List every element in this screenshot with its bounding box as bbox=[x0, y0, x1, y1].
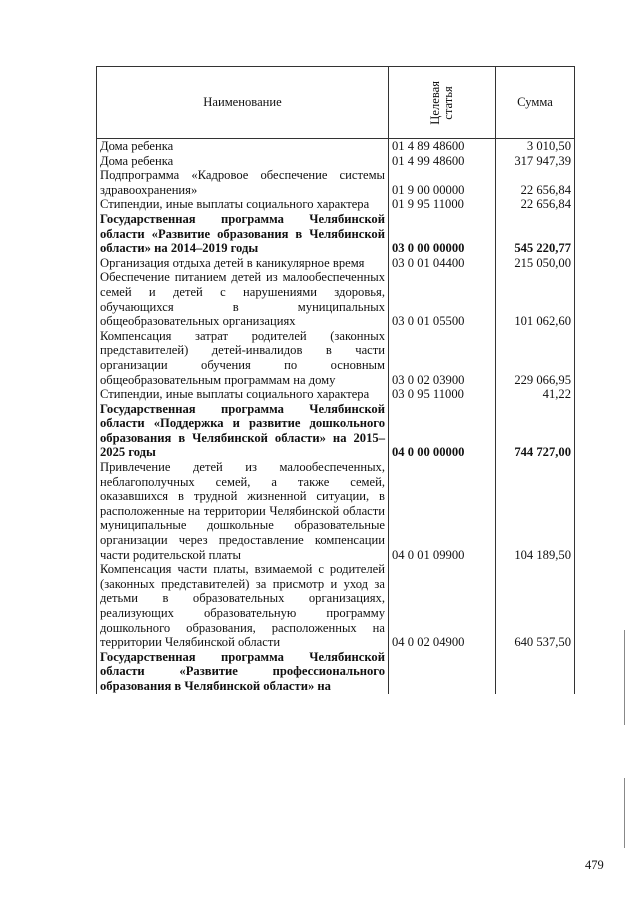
margin-mark bbox=[624, 630, 625, 725]
budget-table bbox=[96, 66, 575, 694]
table-row bbox=[97, 270, 575, 328]
row-code: 03 0 02 03900 bbox=[389, 329, 496, 387]
row-sum: 22 656,84 bbox=[496, 168, 575, 197]
table-row bbox=[97, 139, 575, 154]
row-code: 03 0 01 05500 bbox=[389, 270, 496, 328]
row-name: Организация отдыха детей в каникулярное время bbox=[97, 256, 389, 271]
margin-mark bbox=[624, 778, 625, 848]
page-number: 479 bbox=[585, 858, 604, 872]
row-name: Стипендии, иные выплаты социального характера bbox=[97, 387, 389, 402]
row-code: 01 4 99 48600 bbox=[389, 154, 496, 169]
row-name: Компенсация части платы, взимаемой с родителей (законных представителей) за присмотр и уход за детьми в образовательных организациях, реализующих образовательную программу дошкольного образования, расположенных на территории Челябинской области bbox=[97, 562, 389, 650]
row-sum bbox=[496, 650, 575, 694]
row-name: Привлечение детей из малообеспеченных, неблагополучных семей, а также семей, оказавшихся в трудной жизненной ситуации, в расположенные на территории Челябинской области муниципальные дошкольные образовательные организации через предоставление компенсации части родительской платы bbox=[97, 460, 389, 562]
row-name: Дома ребенка bbox=[97, 139, 389, 154]
row-code: 04 0 01 09900 bbox=[389, 460, 496, 562]
row-sum: 3 010,50 bbox=[496, 139, 575, 154]
row-name: Государственная программа Челябинской области «Поддержка и развитие дошкольного образования в Челябинской области» на 2015–2025 годы bbox=[97, 402, 389, 460]
row-code: 03 0 01 04400 bbox=[389, 256, 496, 271]
row-name: Компенсация затрат родителей (законных представителей) детей-инвалидов в части организации обучения по основным общеобразовательным программам на дому bbox=[97, 329, 389, 387]
row-sum: 215 050,00 bbox=[496, 256, 575, 271]
row-code: 01 9 95 11000 bbox=[389, 197, 496, 212]
row-sum: 41,22 bbox=[496, 387, 575, 402]
row-code: 01 9 00 00000 bbox=[389, 168, 496, 197]
table-row bbox=[97, 154, 575, 169]
header-name: Наименование bbox=[97, 67, 389, 139]
table-row bbox=[97, 197, 575, 212]
table-row bbox=[97, 562, 575, 650]
row-name: Государственная программа Челябинской области «Развитие профессионального образования в Челябинской области» на bbox=[97, 650, 389, 694]
row-sum: 104 189,50 bbox=[496, 460, 575, 562]
table-body bbox=[97, 139, 575, 694]
table-header-row bbox=[97, 67, 575, 139]
row-sum: 545 220,77 bbox=[496, 212, 575, 256]
table-row bbox=[97, 256, 575, 271]
row-code: 04 0 00 00000 bbox=[389, 402, 496, 460]
row-code: 03 0 00 00000 bbox=[389, 212, 496, 256]
row-sum: 101 062,60 bbox=[496, 270, 575, 328]
row-name: Стипендии, иные выплаты социального характера bbox=[97, 197, 389, 212]
row-sum: 744 727,00 bbox=[496, 402, 575, 460]
row-name: Дома ребенка bbox=[97, 154, 389, 169]
table-row bbox=[97, 650, 575, 694]
table-row bbox=[97, 460, 575, 562]
table-row bbox=[97, 329, 575, 387]
row-name: Обеспечение питанием детей из малообеспеченных семей и детей с нарушениями здоровья, обучающихся в муниципальных общеобразовательных организациях bbox=[97, 270, 389, 328]
header-sum: Сумма bbox=[496, 67, 575, 139]
table-row bbox=[97, 387, 575, 402]
table-row bbox=[97, 168, 575, 197]
row-sum: 317 947,39 bbox=[496, 154, 575, 169]
header-code: Целевая статья bbox=[428, 80, 455, 125]
table-row bbox=[97, 402, 575, 460]
row-name: Подпрограмма «Кадровое обеспечение системы здравоохранения» bbox=[97, 168, 389, 197]
table-row bbox=[97, 212, 575, 256]
row-name: Государственная программа Челябинской области «Развитие образования в Челябинской области» на 2014–2019 годы bbox=[97, 212, 389, 256]
row-code: 04 0 02 04900 bbox=[389, 562, 496, 650]
row-code: 03 0 95 11000 bbox=[389, 387, 496, 402]
header-code-cell bbox=[389, 67, 496, 139]
row-sum: 640 537,50 bbox=[496, 562, 575, 650]
row-code: 01 4 89 48600 bbox=[389, 139, 496, 154]
row-sum: 22 656,84 bbox=[496, 197, 575, 212]
row-sum: 229 066,95 bbox=[496, 329, 575, 387]
row-code bbox=[389, 650, 496, 694]
